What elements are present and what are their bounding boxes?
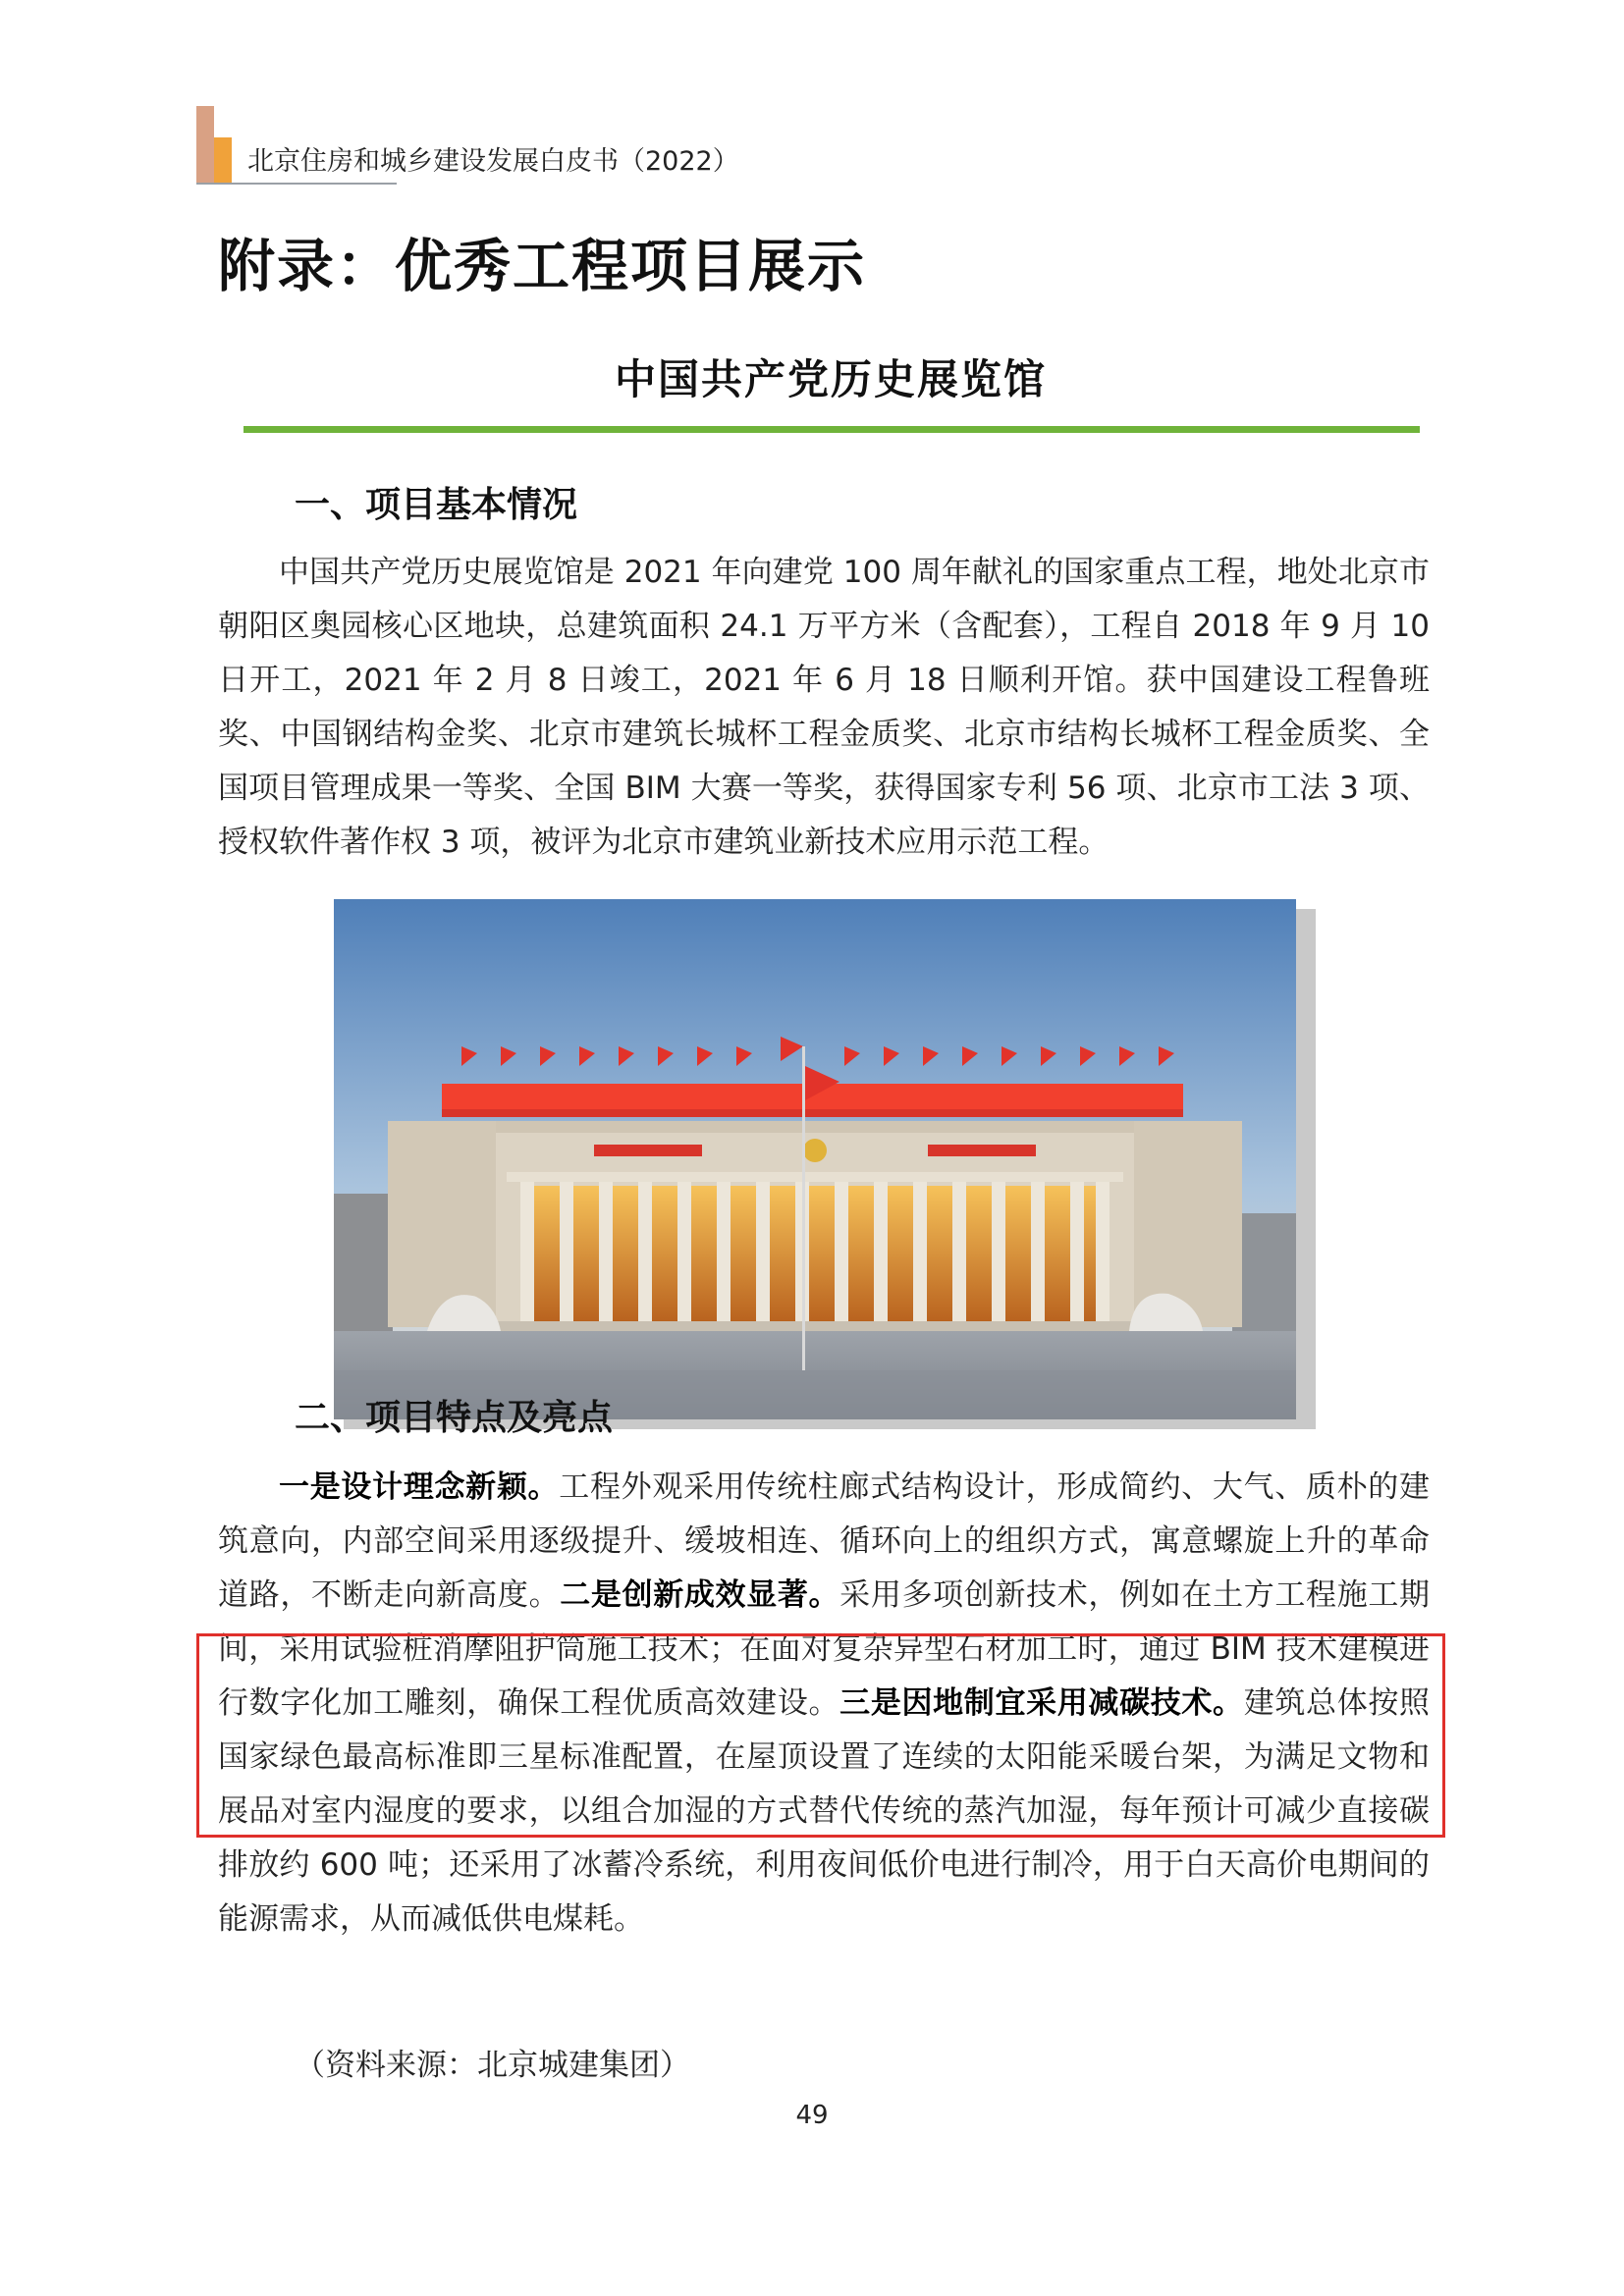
highlight-lead-3: 三是因地制宜采用减碳技术。 — [839, 1685, 1244, 1721]
header-underline — [196, 183, 397, 185]
page-title: 附录：优秀工程项目展示 — [218, 233, 867, 299]
title-divider — [244, 426, 1420, 433]
highlight-text-1: 工程外观采用传统柱廊式结构设计，形成简约、大气、质朴的建筑意向，内部空间采用逐级提升、缓坡相连、循环向上的组织方式，寓意螺旋上升的革命道路，不断走向新高度。 — [218, 1469, 1430, 1613]
header-accent-bar-tall — [196, 106, 214, 185]
header-accent-bar-short — [214, 137, 232, 185]
section1-text: 中国共产党历史展览馆是 2021 年向建党 100 周年献礼的国家重点工程，地处北京市朝阳区奥园核心区地块，总建筑面积 24.1 万平方米（含配套），工程自 2018 年 9 月 10 日开工，2021 年 2 月 8 日竣工，2021 年 6 月 18 日顺利开馆。获中国建设工程鲁班奖、中国钢结构金奖、北京市建筑长城杯工程金质奖、北京市结构长城杯工程金质奖、全国项目管理成果一等奖、全国 BIM 大赛一等奖，获得国家专利 56 项、北京市工法 3 项、授权软件著作权 3 项，被评为北京市建筑业新技术应用示范工程。 — [218, 555, 1430, 860]
museum-illustration — [334, 899, 1296, 1419]
red-annotation-box — [196, 1633, 1445, 1838]
highlight-lead-1: 一是设计理念新颖。 — [279, 1469, 560, 1505]
section2-heading: 二、项目特点及亮点 — [295, 1398, 614, 1438]
highlight-text-2: 采用多项创新技术，例如在土方工程施工期间，采用试验桩消摩阻护筒施工技术；在面对复杂异型石材加工时，通过 BIM 技术建模进行数字化加工雕刻，确保工程优质高效建设。 — [218, 1577, 1431, 1721]
section1-heading: 一、项目基本情况 — [295, 485, 578, 525]
page-number: 49 — [795, 2101, 829, 2130]
highlight-lead-2: 二是创新成效显著。 — [560, 1577, 840, 1613]
project-title: 中国共产党历史展览馆 — [614, 355, 1047, 403]
source-note: （资料来源：北京城建集团） — [295, 2048, 690, 2083]
museum-building-photo — [334, 899, 1296, 1419]
highlight-text-3: 建筑总体按照国家绿色最高标准即三星标准配置，在屋顶设置了连续的太阳能采暖台架，为满足文物和展品对室内湿度的要求，以组合加湿的方式替代传统的蒸汽加湿，每年预计可减少直接碳排放约 600 吨；还采用了冰蓄冷系统，利用夜间低价电进行制冷，用于白天高价电期间的能源需求，从而减低供电煤耗。 — [218, 1685, 1431, 1937]
running-header: 北京住房和城乡建设发展白皮书（2022） — [247, 146, 739, 177]
section1-paragraph — [218, 546, 1430, 870]
